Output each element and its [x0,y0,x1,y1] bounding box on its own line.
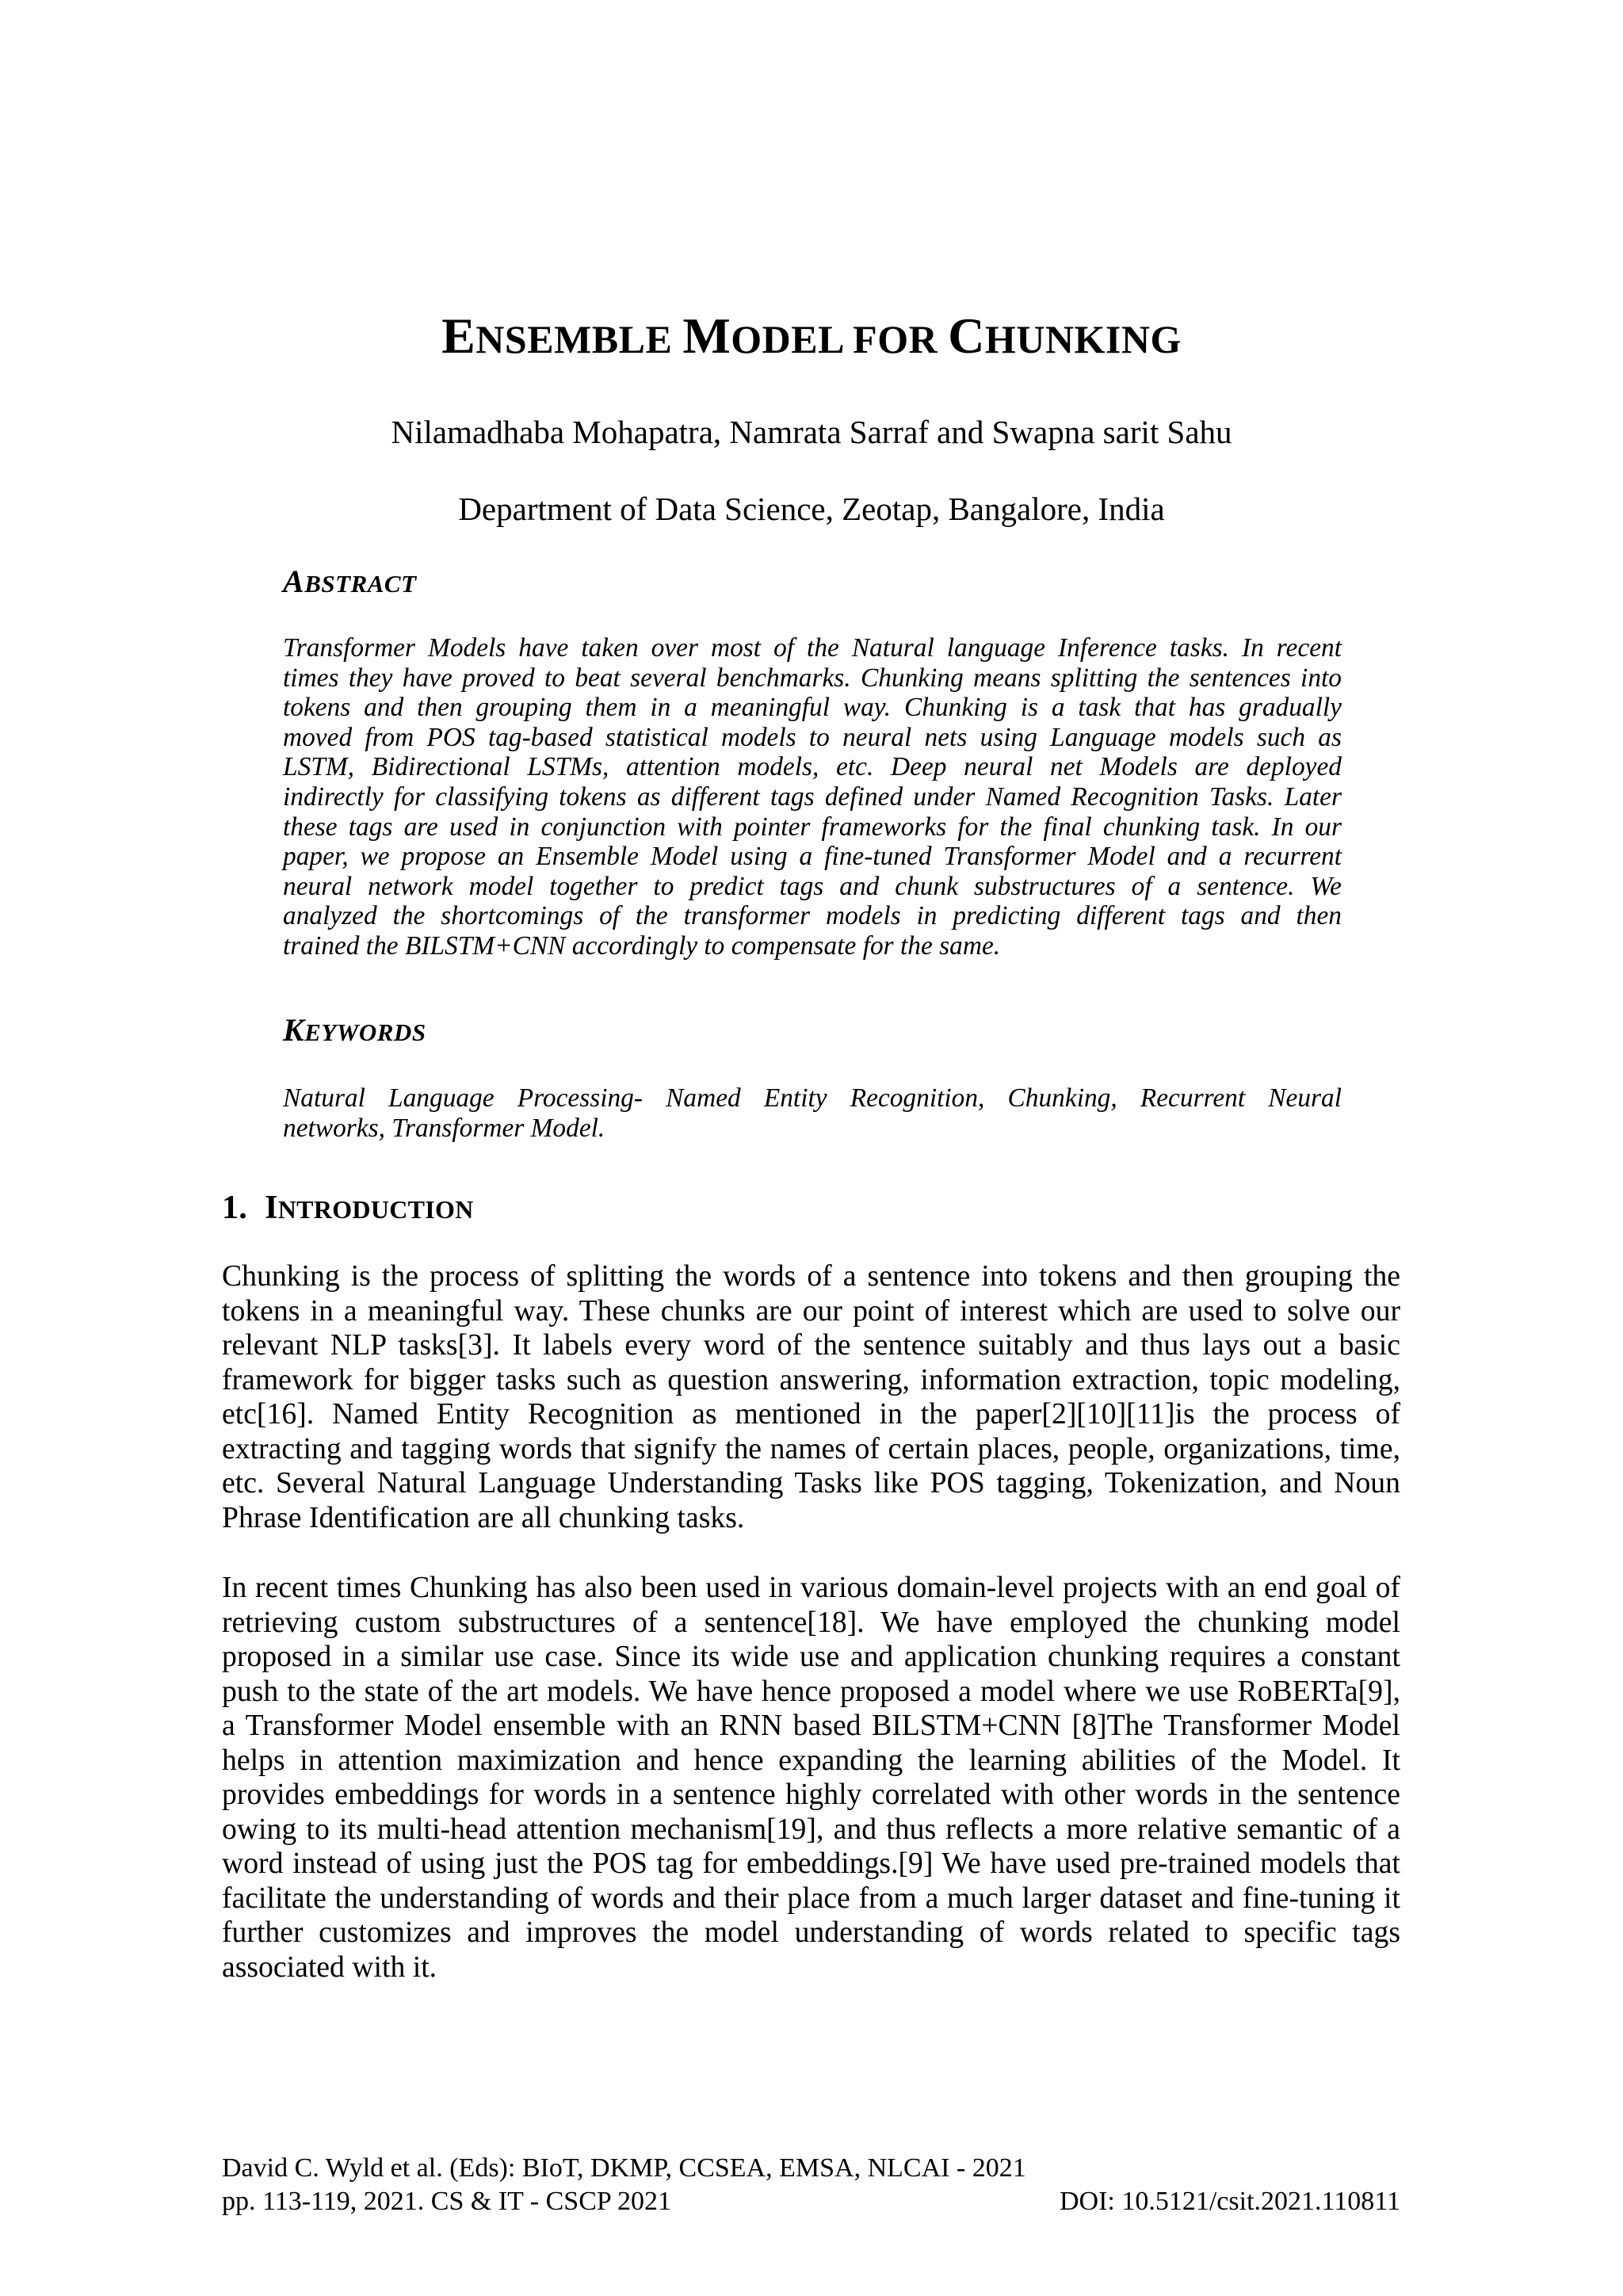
footer-doi: DOI: 10.5121/csit.2021.110811 [1059,2187,1400,2216]
page-footer [222,2152,1400,2218]
title-word: HUNKING [984,317,1182,361]
title-word: NSEMBLE [475,317,673,361]
section-heading-initial: I [265,1190,278,1226]
section-number: 1. [222,1190,248,1226]
keywords-heading-rest: EYWORDS [304,1018,426,1046]
body-line: provides embeddings for words in a sentence highly correlated with other words in the sentence [222,1778,1400,1811]
body-line: Phrase Identification are all chunking tasks. [222,1500,745,1534]
keywords-heading-initial: K [283,1012,305,1048]
body-line: helps in attention maximization and hence expanding the learning abilities of the Model. It [222,1743,1400,1777]
abstract-heading-rest: BSTRACT [304,570,417,598]
abstract-line: indirectly for classifying tokens as different tags defined under Named Recognition Tasks. Later [283,781,1342,812]
abstract-heading-initial: A [283,563,305,599]
title-initial: E [441,308,476,364]
abstract-line: neural network model together to predict tags and chunk substructures of a sentence. We [283,871,1342,901]
title-initial: C [948,308,985,364]
body-line: a Transformer Model ensemble with an RNN based BILSTM+CNN [8]The Transformer Model [222,1709,1400,1742]
abstract-line: tokens and then grouping them in a meaningful way. Chunking is a task that has gradually [283,693,1342,723]
abstract-line: moved from POS tag-based statistical models to neural nets using Language models such as [283,722,1342,752]
body-line: etc[16]. Named Entity Recognition as mentioned in the paper[2][10][11]is the process of [222,1397,1400,1431]
keywords-line: Natural Language Processing- Named Entity Recognition, Chunking, Recurrent Neural [283,1083,1342,1113]
body-line: etc. Several Natural Language Understanding Tasks like POS tagging, Tokenization, and Noun [222,1466,1400,1499]
body-line: relevant NLP tasks[3]. It labels every word of the sentence suitably and thus lays out a basic [222,1328,1400,1362]
footer-proceedings: David C. Wyld et al. (Eds): BIoT, DKMP, CCSEA, EMSA, NLCAI - 2021 [222,2153,1026,2183]
keywords-heading [283,1014,426,1049]
body-line: retrieving custom substructures of a sentence[18]. We have employed the chunking model [222,1605,1400,1639]
body-line: tokens in a meaningful way. These chunks are our point of interest which are used to solve our [222,1293,1400,1328]
body-line: associated with it. [222,1950,437,1984]
abstract-line: times they have proved to beat several benchmarks. Chunking means splitting the sentences into [283,663,1342,693]
body-line: owing to its multi-head attention mechanism[19], and thus reflects a more relative semantic of a [222,1812,1400,1846]
body-line: In recent times Chunking has also been used in various domain-level projects with an end goal of [222,1571,1400,1604]
abstract-line: analyzed the shortcomings of the transformer models in predicting different tags and then [283,901,1342,931]
body-line: word instead of using just the POS tag for embeddings.[9] We have used pre-trained models that [222,1847,1400,1880]
introduction-heading [222,1189,474,1228]
author-list: Nilamadhaba Mohapatra, Namrata Sarraf and Swapna sarit Sahu [391,414,1232,450]
abstract-line: trained the BILSTM+CNN accordingly to compensate for the same. [283,930,1001,961]
body-line: extracting and tagging words that signify the names of certain places, people, organizations, time, [222,1431,1400,1465]
body-line: push to the state of the art models. We have hence proposed a model where we use RoBERTa[9], [222,1674,1400,1708]
body-line: Chunking is the process of splitting the words of a sentence into tokens and then grouping the [222,1259,1400,1293]
section-heading-rest: NTRODUCTION [277,1195,474,1224]
introduction-paragraph-1 [222,1259,1400,1535]
introduction-paragraph-2 [222,1571,1400,1985]
footer-pages: pp. 113-119, 2021. CS & IT - CSCP 2021 [222,2187,672,2216]
title-initial: M [682,308,731,364]
title-word: ODEL FOR [731,317,938,361]
abstract-heading [283,563,417,600]
keywords-body [283,1083,1342,1143]
body-line: framework for bigger tasks such as question answering, information extraction, topic modeling, [222,1362,1400,1396]
abstract-body [283,633,1342,961]
keywords-line: networks, Transformer Model. [283,1113,605,1143]
abstract-line: Transformer Models have taken over most of the Natural language Inference tasks. In recent [283,633,1342,663]
abstract-line: paper, we propose an Ensemble Model using a fine-tuned Transformer Model and a recurrent [283,842,1342,872]
paper-title [0,308,1623,364]
abstract-line: LSTM, Bidirectional LSTMs, attention models, etc. Deep neural net Models are deployed [283,752,1342,782]
body-line: facilitate the understanding of words and their place from a much larger dataset and fine-tuning it [222,1881,1400,1915]
author-affiliation: Department of Data Science, Zeotap, Bangalore, India [458,491,1165,527]
body-line: proposed in a similar use case. Since its wide use and application chunking requires a constant [222,1640,1400,1673]
body-line: further customizes and improves the model understanding of words related to specific tags [222,1916,1400,1949]
abstract-line: these tags are used in conjunction with pointer frameworks for the final chunking task. In our [283,812,1342,842]
